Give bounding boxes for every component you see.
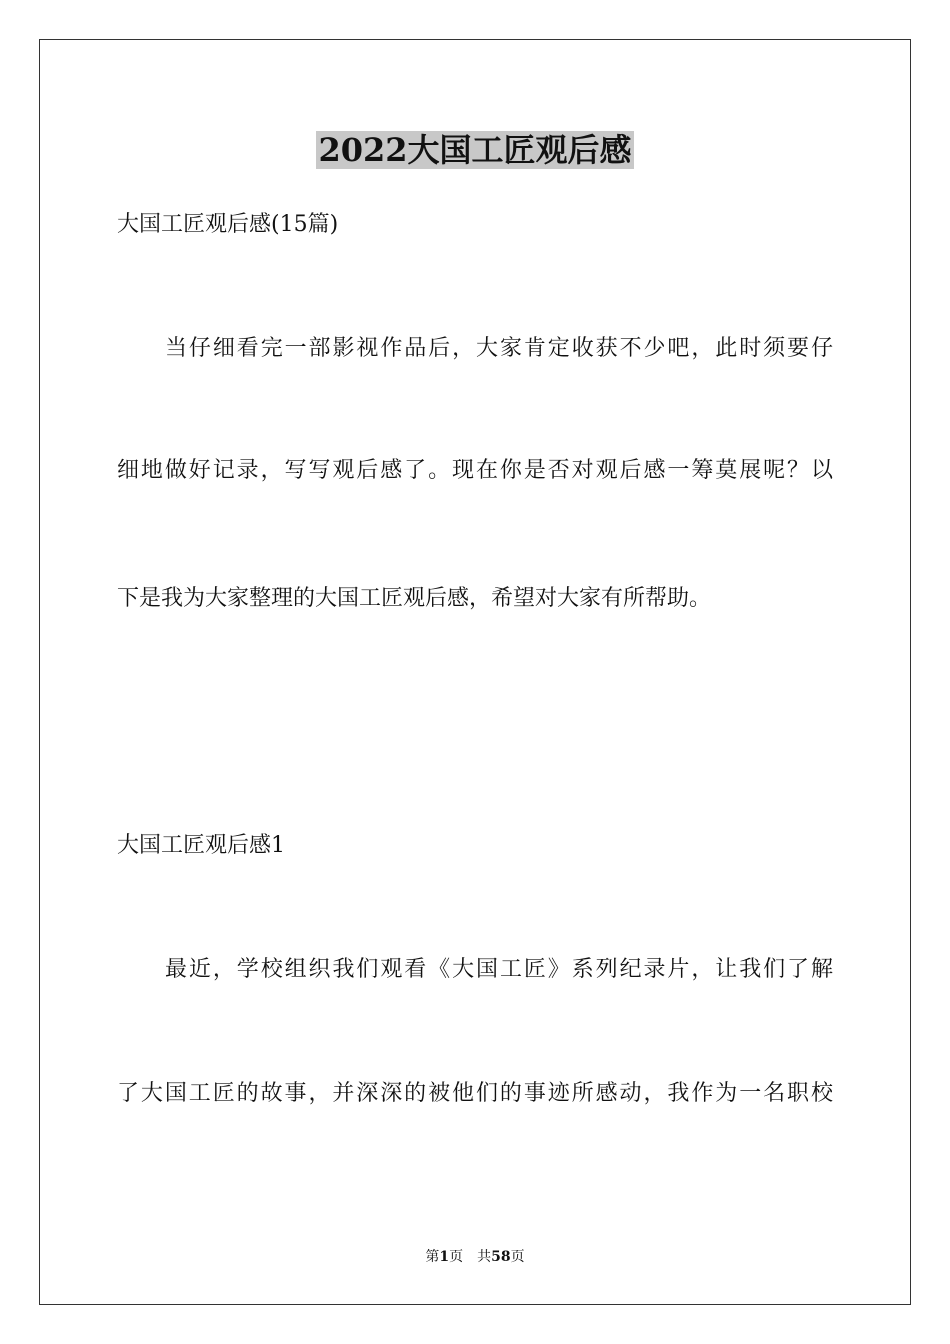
page-footer	[0, 1247, 950, 1267]
intro-line-2: 细地做好记录，写写观后感了。现在你是否对观后感一筹莫展呢？以	[117, 458, 833, 483]
page-number: 1	[439, 1249, 450, 1265]
page-suffix: 页	[449, 1249, 464, 1265]
document-title	[0, 128, 950, 172]
section-line-2: 了大国工匠的故事，并深深的被他们的事迹所感动，我作为一名职校	[117, 1081, 833, 1106]
intro-line-1: 当仔细看完一部影视作品后，大家肯定收获不少吧，此时须要仔	[165, 336, 833, 361]
intro-line-3: 下是我为大家整理的大国工匠观后感，希望对大家有所帮助。	[117, 586, 712, 611]
total-prefix: 共	[477, 1249, 492, 1265]
page-prefix: 第	[425, 1249, 440, 1265]
section-line-1: 最近，学校组织我们观看《大国工匠》系列纪录片，让我们了解	[165, 957, 833, 982]
total-suffix: 页	[510, 1249, 525, 1265]
section-heading: 大国工匠观后感1	[117, 833, 285, 858]
document-title-text: 2022大国工匠观后感	[318, 131, 632, 169]
document-subtitle: 大国工匠观后感(15篇)	[117, 212, 339, 237]
total-pages: 58	[491, 1249, 511, 1265]
